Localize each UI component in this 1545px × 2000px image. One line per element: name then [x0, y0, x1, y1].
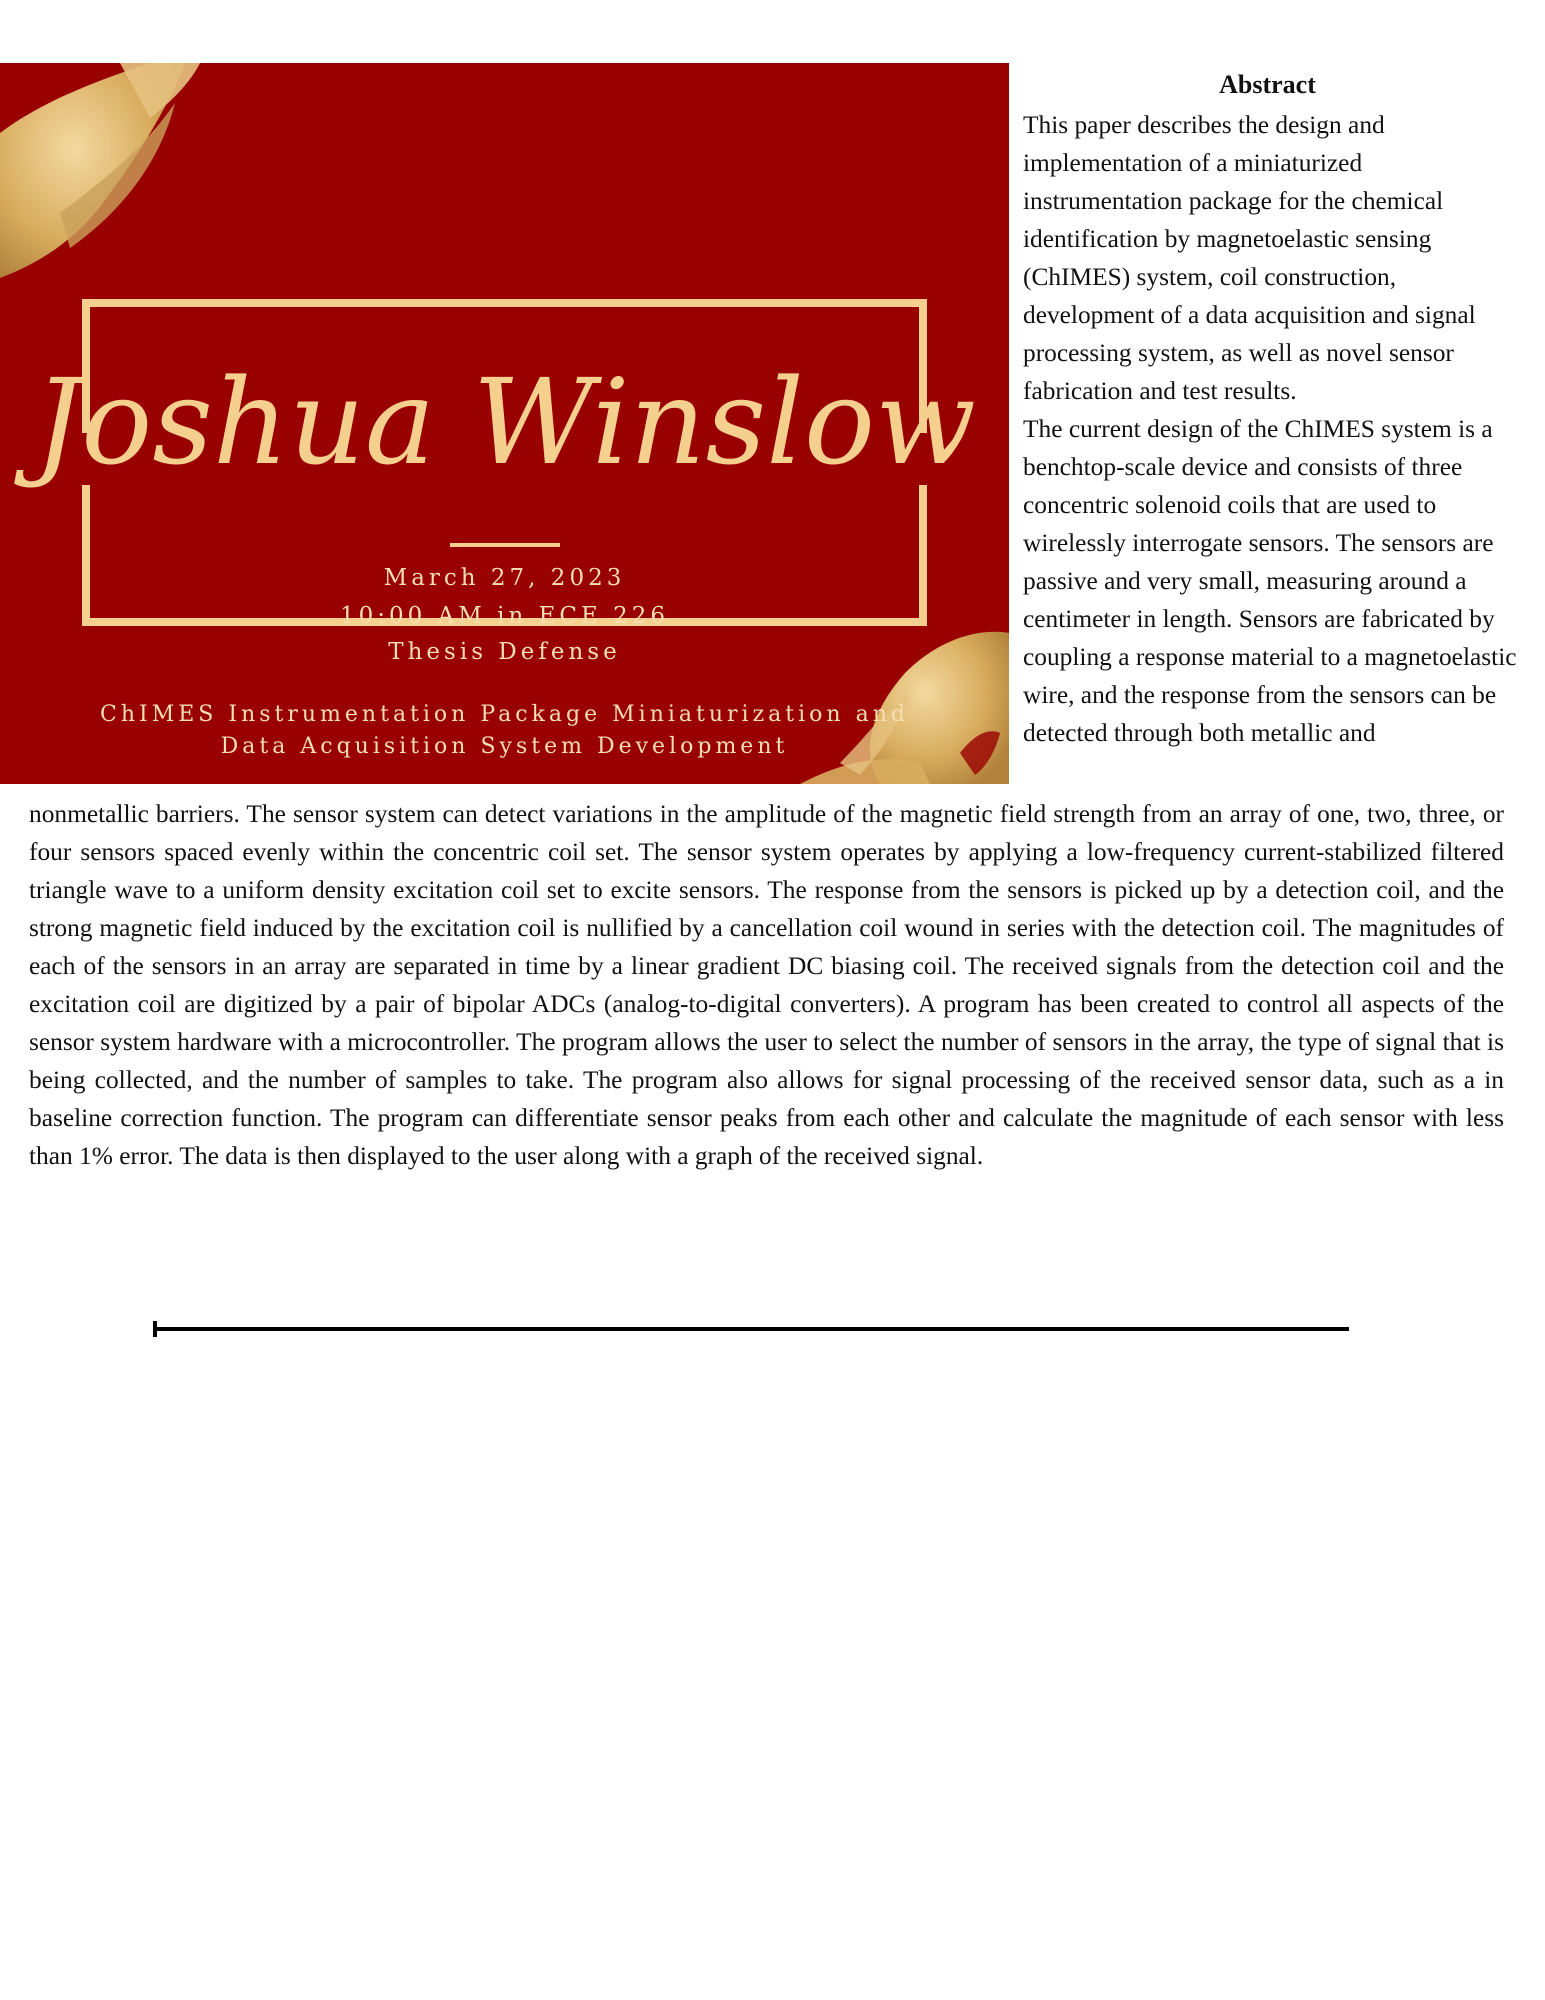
event-date: March 27, 2023	[383, 565, 626, 591]
svg-text:Joshua Winslow: Joshua Winslow	[33, 353, 977, 491]
event-time-location: 10:00 AM in ECE 226	[340, 603, 669, 629]
project-title-line-2: Data Acquisition System Development	[220, 734, 789, 759]
horizontal-divider	[155, 1327, 1349, 1331]
abstract-heading: Abstract	[1219, 70, 1316, 99]
abstract-paragraph-1: This paper describes the design and implementation of a miniaturized instrumentation package for the chemical identification by magnetoelastic sensing (ChIMES) system, coil construction, development of a data acquisition and signal processing system, as well as novel sensor fabrication and test results.	[1023, 111, 1476, 405]
abstract-paragraph-2: The current design of the ChIMES system is a benchtop-scale device and consists of three concentric solenoid coils that are used to wirelessly interrogate sensors. The sensors are passive and very small, measuring around a centimeter in length. Sensors are fabricated by coupling a response material to a magnetoelastic wire, and the response from the sensors can be detected through both metallic and	[1023, 415, 1517, 747]
abstract-paragraph-continued: nonmetallic barriers. The sensor system can detect variations in the amplitude of the magnetic field strength from an array of one, two, three, or four sensors spaced evenly within the concentric coil set. The sensor system operates by applying a low-frequency current-stabilized filtered triangle wave to a uniform density excitation coil set to excite sensors. The response from the sensors is picked up by a detection coil, and the strong magnetic field induced by the excitation coil is nullified by a cancellation coil wound in series with the detection coil. The magnitudes of each of the sensors in an array are separated in time by a linear gradient DC biasing coil. The received signals from the detection coil and the excitation coil are digitized by a pair of bipolar ADCs (analog-to-digital converters). A program has been created to control all aspects of the sensor system hardware with a microcontroller. The program allows the user to select the number of sensors in the array, the type of signal that is being collected, and the number of samples to take. The program also allows for signal processing of the received sensor data, such as a in baseline correction function. The program can differentiate sensor peaks from each other and calculate the magnitude of each sensor with less than 1% error. The data is then displayed to the user along with a graph of the received signal.	[29, 800, 1504, 1170]
project-title	[0, 699, 1009, 763]
name-underline	[450, 543, 560, 547]
thesis-defense-banner	[0, 63, 1009, 784]
project-title-line-1: ChIMES Instrumentation Package Miniaturization and	[100, 702, 909, 727]
event-type: Thesis Defense	[388, 639, 621, 665]
presenter-name	[33, 313, 977, 543]
abstract-side-column	[1023, 106, 1523, 752]
